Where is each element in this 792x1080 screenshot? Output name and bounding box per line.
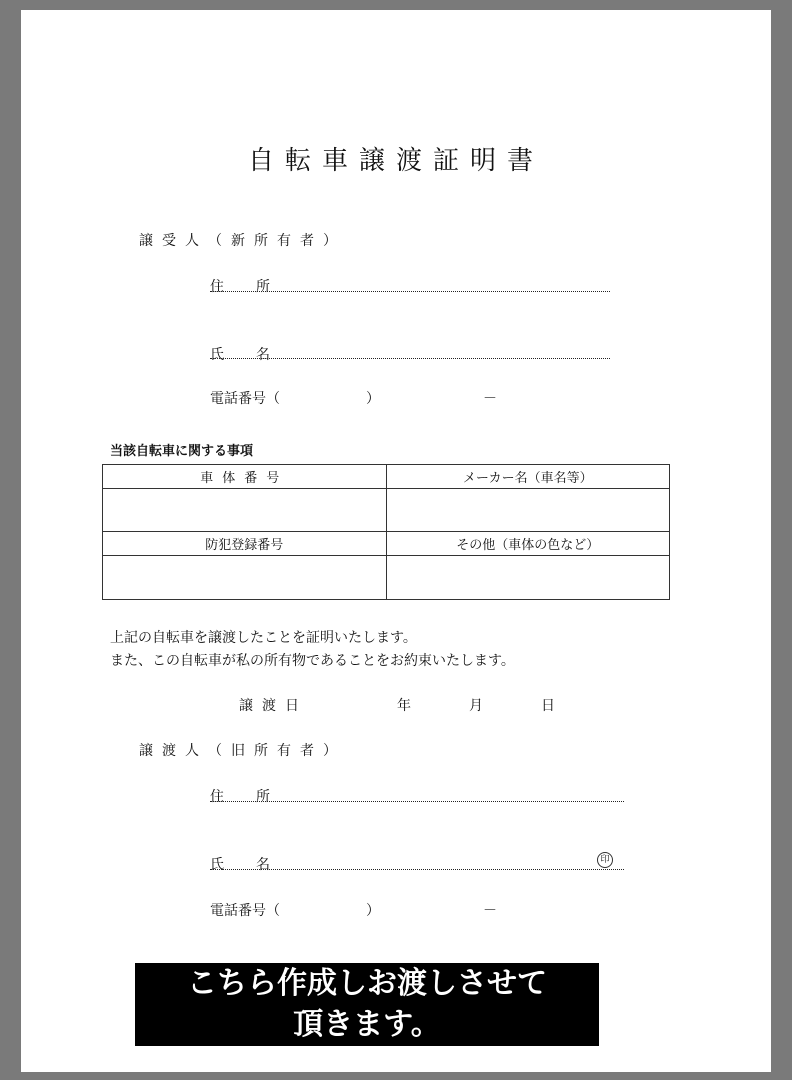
seal-mark: 印: [597, 852, 613, 868]
caption-line-1: こちら作成しお渡しさせて: [187, 966, 547, 1001]
section-heading: 当該自転車に関する事項: [110, 444, 254, 459]
header-other: その他（車体の色など）: [386, 532, 670, 556]
document-page: [21, 10, 771, 1072]
transferee-heading: 譲受人（新所有者）: [139, 233, 346, 249]
transferor-name-field[interactable]: [210, 869, 624, 870]
header-registration-number: 防犯登録番号: [103, 532, 387, 556]
cell-maker-name[interactable]: [386, 488, 670, 532]
document-title: 自転車譲渡証明書: [247, 146, 544, 176]
header-frame-number: 車体番号: [103, 465, 387, 489]
transferor-phone-label: 電話番号（: [210, 903, 280, 919]
transferee-address-field[interactable]: [210, 291, 610, 292]
cell-registration-number[interactable]: [103, 556, 387, 600]
transferee-phone-close: ）: [366, 391, 380, 407]
transferee-address-label: 住 所: [210, 279, 279, 295]
transferor-heading: 譲渡人（旧所有者）: [139, 743, 346, 759]
transferor-phone-close: ）: [366, 903, 380, 919]
caption-line-2: 頂きます。: [293, 1007, 441, 1042]
transferor-name-label: 氏 名: [210, 857, 279, 873]
transferee-name-label: 氏 名: [210, 347, 279, 363]
transfer-date-label: 譲渡日: [239, 698, 308, 714]
caption-overlay: [135, 963, 599, 1046]
transferor-phone-dash: －: [483, 903, 497, 919]
transferor-address-field[interactable]: [210, 801, 624, 802]
bicycle-info-table: [102, 464, 670, 600]
statement-line-1: 上記の自転車を譲渡したことを証明いたします。: [110, 630, 417, 646]
cell-frame-number[interactable]: [103, 488, 387, 532]
header-maker-name: メーカー名（車名等）: [386, 465, 670, 489]
statement-line-2: また、この自転車が私の所有物であることをお約束いたします。: [110, 653, 515, 669]
date-year-label: 年: [397, 698, 411, 714]
transferor-address-label: 住 所: [210, 789, 279, 805]
transferee-phone-dash: －: [483, 391, 497, 407]
transferee-phone-label: 電話番号（: [210, 391, 280, 407]
date-day-label: 日: [541, 698, 555, 714]
transferee-name-field[interactable]: [210, 358, 610, 359]
date-month-label: 月: [469, 698, 483, 714]
cell-other[interactable]: [386, 556, 670, 600]
